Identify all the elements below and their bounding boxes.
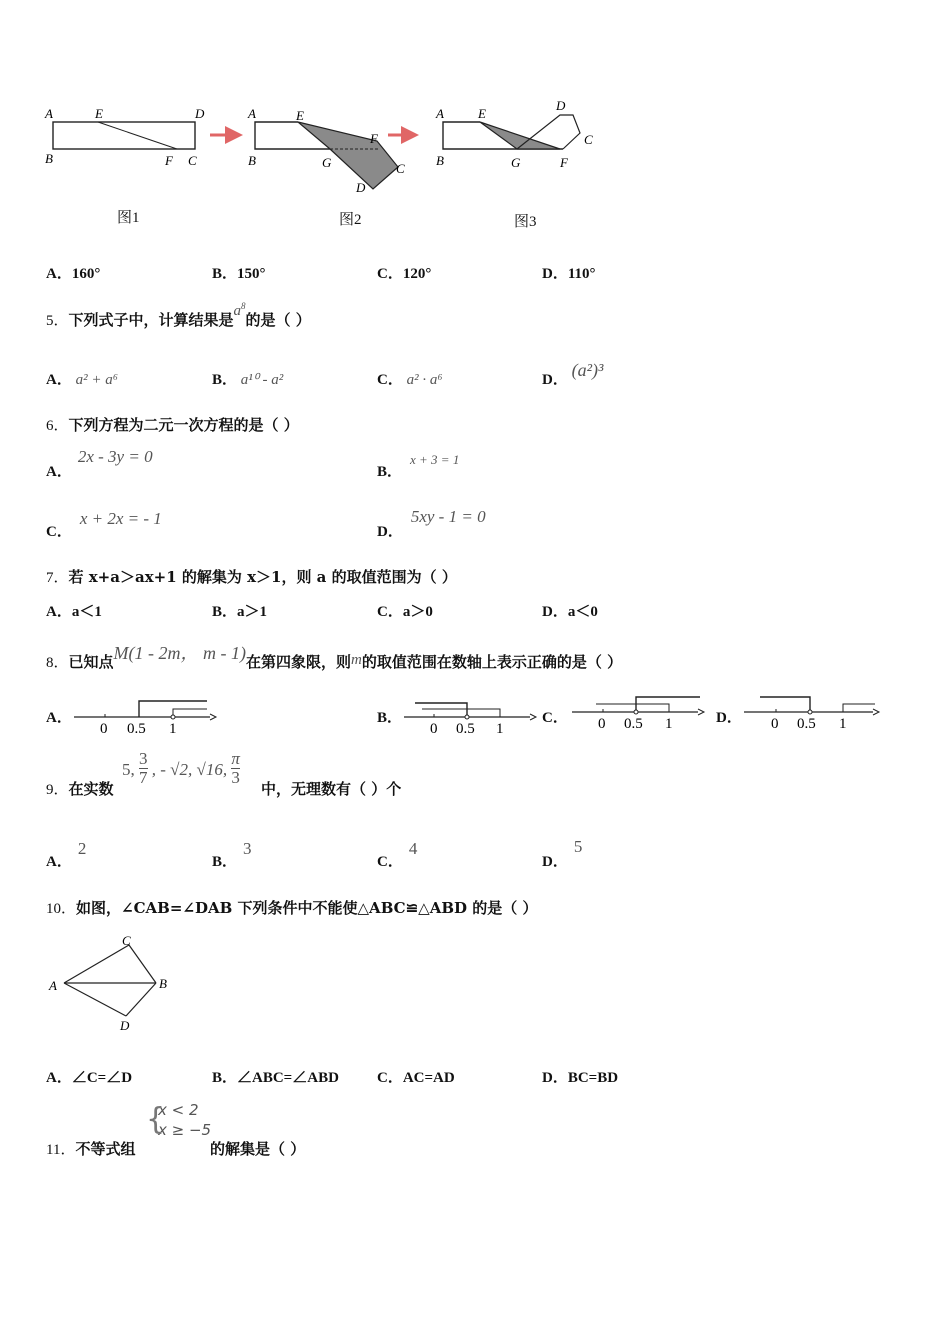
tick-0: 0 xyxy=(598,716,606,732)
q8-option-b-numberline[interactable] xyxy=(400,695,540,737)
rectangle-abcd xyxy=(53,122,195,149)
figure-2 xyxy=(247,106,405,195)
q10-option-a[interactable]: A．∠C=∠D xyxy=(46,1070,133,1086)
q6-option-b[interactable]: B．x + 3 = 1 xyxy=(377,452,460,480)
inequality-system: { x < 2 x ≥ −5 xyxy=(146,1101,212,1139)
q10-option-b[interactable]: B．∠ABC=∠ABD xyxy=(212,1070,339,1086)
fold-line-ef xyxy=(98,122,177,149)
q9-numbers: 5, $\frac{3}{7}$ , - √2, √16, $\frac{\pi}{3}$ xyxy=(122,749,240,787)
q8-option-b-label[interactable]: B． xyxy=(377,710,403,726)
q5-option-d[interactable]: D． (a²)³ xyxy=(542,360,604,388)
label-e: E xyxy=(95,106,103,121)
q8-stem: 8．已知点M(1 - 2m， m - 1)在第四象限，则m的取值范围在数轴上表示正确的是（ ） xyxy=(46,643,623,671)
q9-stem-after: 中，无理数有（ ）个 xyxy=(261,780,402,798)
label-f: F xyxy=(165,153,173,168)
label-c: C xyxy=(188,153,197,168)
q10-option-c[interactable]: C．AC=AD xyxy=(377,1070,455,1086)
q5-option-c[interactable]: C． a² · a⁶ xyxy=(377,372,443,388)
label-d: D xyxy=(356,180,366,195)
q6-option-d[interactable]: D．5xy - 1 = 0 xyxy=(377,507,486,540)
q9-stem-before: 9．在实数 xyxy=(46,780,114,798)
q9-option-d[interactable]: D．5 xyxy=(542,837,583,870)
label-g: G xyxy=(322,155,332,170)
brace-icon: { xyxy=(146,1102,166,1137)
label-b: B xyxy=(248,153,256,168)
triangle-figure xyxy=(44,928,184,1038)
q4-option-c[interactable]: C．120° xyxy=(377,266,432,282)
fraction-3-7: $\frac{3}{7}$ xyxy=(139,749,148,787)
label-g: G xyxy=(511,155,521,170)
q6-option-c[interactable]: C．x + 2x = - 1 xyxy=(46,509,162,540)
q7-option-b[interactable]: B．a＞1 xyxy=(212,604,268,620)
folded-part xyxy=(298,122,398,189)
label-a: A xyxy=(248,106,256,121)
q8-option-c-numberline[interactable] xyxy=(568,690,708,732)
q5-stem: 5．下列式子中，计算结果是$a^8$的是（ ） xyxy=(46,301,311,329)
caption-fig3: 图3 xyxy=(514,214,537,230)
q7-option-a[interactable]: A．a＜1 xyxy=(46,604,102,620)
q11-stem-before: 11．不等式组 xyxy=(46,1140,136,1158)
q8-option-c-label[interactable]: C． xyxy=(542,710,568,726)
q7-option-c[interactable]: C．a＞0 xyxy=(377,604,433,620)
label-b: B xyxy=(159,976,167,991)
label-d: D xyxy=(120,1018,130,1033)
fraction-pi-3: $\frac{\pi}{3}$ xyxy=(231,749,240,787)
tick-0-5: 0.5 xyxy=(797,716,816,732)
q9-option-c[interactable]: C．4 xyxy=(377,839,418,870)
q5-expr: $a^8$ xyxy=(233,301,246,319)
q5-option-a[interactable]: A． a² + a⁶ xyxy=(46,372,118,388)
q5-option-b[interactable]: B． a¹⁰ - a² xyxy=(212,372,284,388)
tick-0: 0 xyxy=(100,721,108,737)
q11-stem-after: 的解集是（ ） xyxy=(210,1140,306,1158)
label-d: D xyxy=(195,106,205,121)
q7-stem: 7．若 x+a＞ax+1 的解集为 x＞1，则 a 的取值范围为（ ） xyxy=(46,568,457,586)
q10-option-d[interactable]: D．BC=BD xyxy=(542,1070,619,1086)
label-a: A xyxy=(49,978,57,993)
tick-0: 0 xyxy=(430,721,438,737)
q9-option-b[interactable]: B．3 xyxy=(212,839,252,870)
figure-3 xyxy=(435,98,593,170)
label-c: C xyxy=(584,132,593,147)
tick-1: 1 xyxy=(496,721,504,737)
label-b: B xyxy=(45,151,53,166)
tick-0-5: 0.5 xyxy=(127,721,146,737)
tick-1: 1 xyxy=(839,716,847,732)
label-f: F xyxy=(560,155,568,170)
label-e: E xyxy=(296,108,304,123)
label-a: A xyxy=(436,106,444,121)
figure-1 xyxy=(44,106,205,168)
label-d: D xyxy=(556,98,566,113)
tick-0: 0 xyxy=(771,716,779,732)
q9-option-a[interactable]: A．2 xyxy=(46,839,87,870)
tick-0-5: 0.5 xyxy=(456,721,475,737)
q8-option-d-label[interactable]: D． xyxy=(716,710,742,726)
q6-option-a[interactable]: A．2x - 3y = 0 xyxy=(46,447,153,480)
label-c: C xyxy=(122,933,131,948)
q10-stem: 10．如图，∠CAB=∠DAB 下列条件中不能使△ABC≌△ABD 的是（ ） xyxy=(46,899,538,917)
caption-fig1: 图1 xyxy=(117,210,140,226)
folded-part xyxy=(480,122,560,149)
q8-option-d-numberline[interactable] xyxy=(740,690,885,732)
q8-option-a-label[interactable]: A． xyxy=(46,710,72,726)
q4-option-d[interactable]: D．110° xyxy=(542,266,596,282)
q4-option-a[interactable]: A．160° xyxy=(46,266,101,282)
label-f: F xyxy=(370,131,378,146)
label-a: A xyxy=(45,106,53,121)
q8-point: M(1 - 2m， m - 1) xyxy=(113,643,246,663)
caption-fig2: 图2 xyxy=(339,212,362,228)
label-e: E xyxy=(478,106,486,121)
tick-1: 1 xyxy=(665,716,673,732)
tick-0-5: 0.5 xyxy=(624,716,643,732)
label-c: C xyxy=(396,161,405,176)
q4-option-b[interactable]: B．150° xyxy=(212,266,266,282)
tick-1: 1 xyxy=(169,721,177,737)
label-b: B xyxy=(436,153,444,168)
q7-option-d[interactable]: D．a＜0 xyxy=(542,604,598,620)
q8-option-a-numberline[interactable] xyxy=(70,695,220,737)
q6-stem: 6．下列方程为二元一次方程的是（ ） xyxy=(46,416,299,434)
